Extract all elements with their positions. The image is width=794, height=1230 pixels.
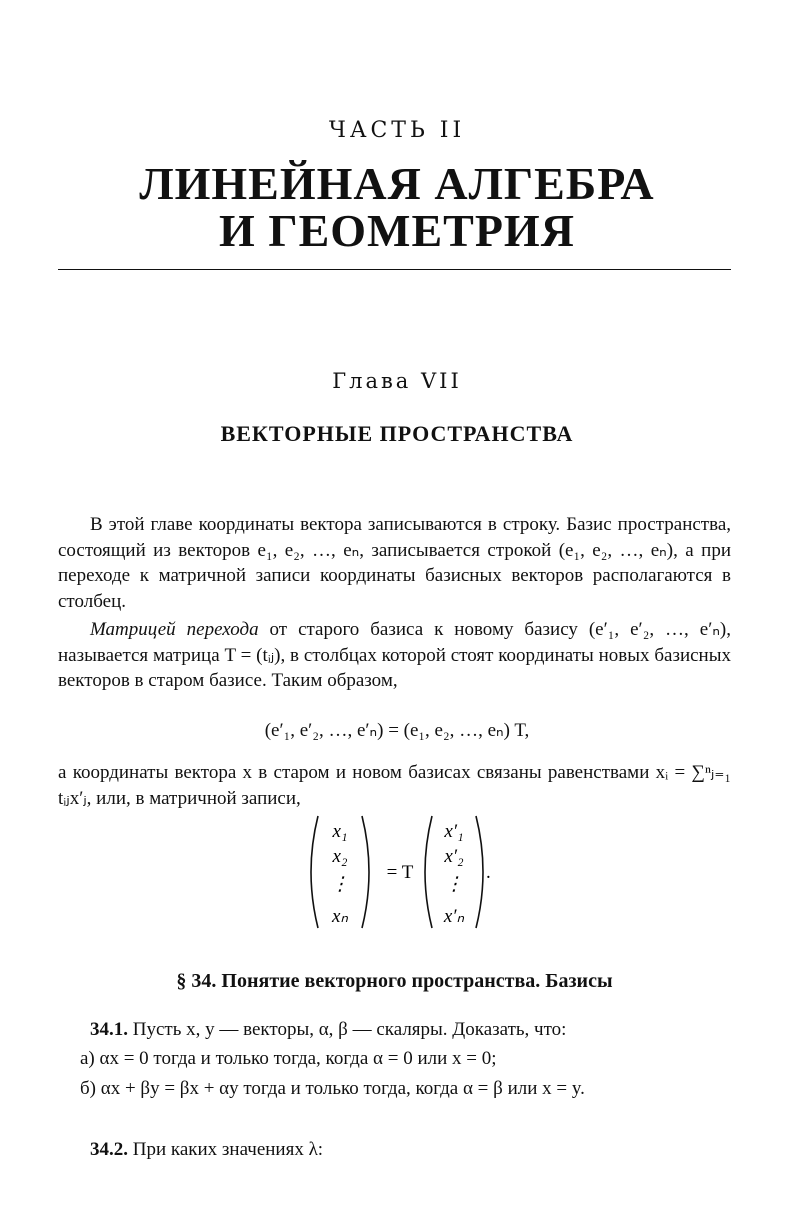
right-vector-entry: x′₂ [444, 846, 464, 867]
intro-paragraph-3: а координаты вектора x в старом и новом базисах связаны равенствами xᵢ = ∑ⁿⱼ₌₁ tᵢⱼx′ⱼ, или, в матричной записи, [58, 762, 731, 809]
intro-p1-text: В этой главе координаты вектора записываются в строку. Базис пространства, состоящий из векторов e₁, e₂, …, eₙ, записывается строкой (e₁, e₂, …, eₙ), а при переходе к матричной записи координаты базисных векторов располагаются в столбец. [58, 514, 731, 612]
term-transition-matrix: Матрицей перехода [90, 619, 259, 640]
matrix-equation [300, 810, 600, 935]
problem-number: 34.2. [90, 1139, 128, 1160]
basis-change-formula: (e′₁, e′₂, …, e′ₙ) = (e₁, e₂, …, eₙ) T, [264, 720, 530, 741]
problem-34-2 [58, 1137, 731, 1163]
chapter-label: Глава VII [332, 369, 462, 393]
problem-number: 34.1. [90, 1019, 128, 1040]
right-vector-entry: x′ₙ [443, 906, 465, 927]
problem-text: Пусть x, y — векторы, α, β — скаляры. Доказать, что: [128, 1019, 567, 1040]
problem-34-1-a [58, 1046, 731, 1072]
right-paren-open [425, 816, 432, 928]
problem-text: б) αx + βy = βx + αy тогда и только тогда, когда α = β или x = y. [80, 1078, 585, 1099]
chapter-title: ВЕКТОРНЫЕ ПРОСТРАНСТВА [220, 421, 574, 446]
problem-34-1-b [58, 1076, 731, 1102]
part-title-line2: И ГЕОМЕТРИЯ [219, 205, 575, 256]
left-vector-entry: xₙ [331, 906, 349, 927]
intro-paragraph-2 [58, 617, 731, 694]
left-vector-entry: ⋮ [330, 874, 350, 895]
right-vector-entry: x′₁ [444, 821, 464, 842]
problem-34-1 [58, 1017, 731, 1043]
problem-text: При каких значениях λ: [128, 1139, 324, 1160]
left-vector-entry: x₂ [332, 846, 348, 867]
right-paren-close [476, 816, 483, 928]
left-vector-entry: x₁ [332, 821, 348, 842]
equals-T: = T [386, 862, 414, 883]
section-heading: § 34. Понятие векторного пространства. Базисы [176, 970, 613, 992]
title-divider [58, 269, 731, 270]
intro-paragraph-1 [58, 512, 731, 614]
right-vector-entry: ⋮ [444, 874, 464, 895]
intro-p2-text: от старого базиса к новому базису (e′₁, e′₂, …, e′ₙ), называется матрица T = (tᵢⱼ), в столбцах которой стоят координаты новых базисных векторов в старом базисе. Таким образом, [58, 619, 731, 691]
equation-period: . [486, 862, 491, 883]
part-title [0, 160, 794, 254]
part-title-line1: ЛИНЕЙНАЯ АЛГЕБРА [139, 158, 655, 209]
part-label: ЧАСТЬ II [328, 118, 466, 143]
left-paren-close [362, 816, 369, 928]
problem-text: а) αx = 0 тогда и только тогда, когда α = 0 или x = 0; [80, 1048, 497, 1069]
left-paren-open [311, 816, 318, 928]
